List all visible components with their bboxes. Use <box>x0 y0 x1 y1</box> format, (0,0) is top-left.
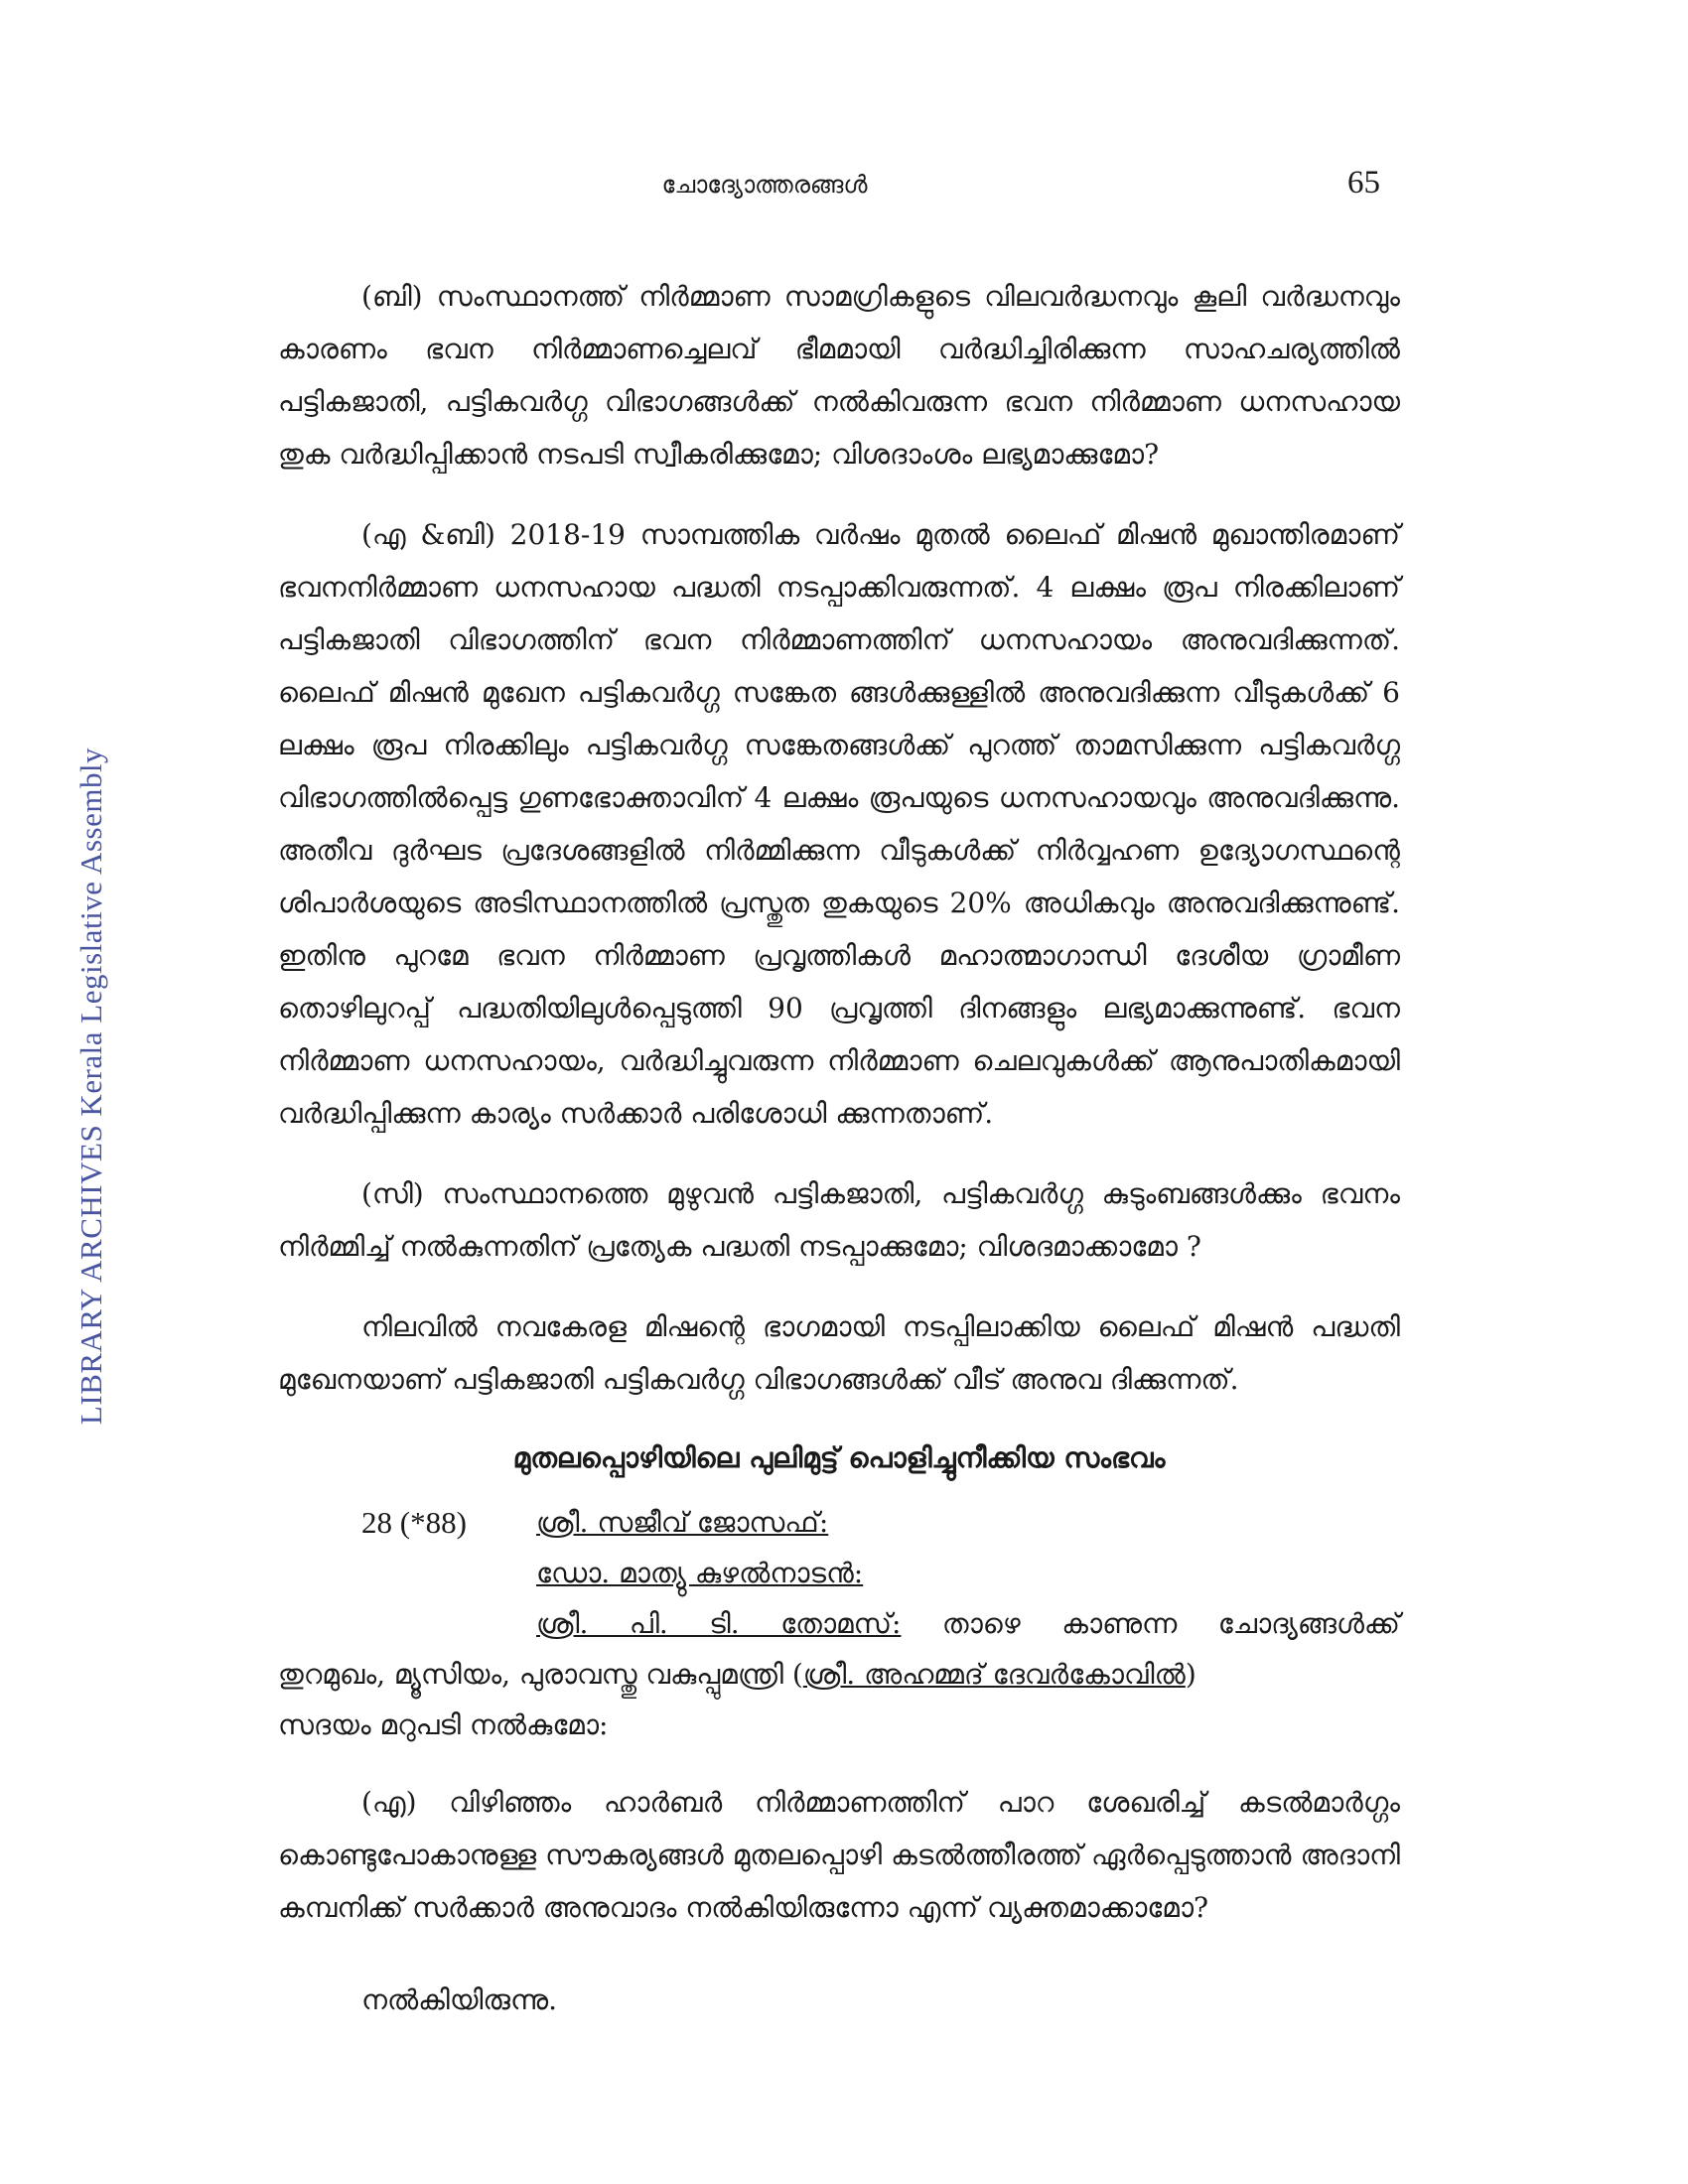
question-ministry <box>278 1649 1400 1750</box>
question-line-1 <box>278 1497 1400 1548</box>
member-name-3: ശ്രീ. പി. ടി. തോമസ്: <box>536 1607 902 1640</box>
question-number: 28 (*88) <box>361 1505 467 1540</box>
paragraph-question-c: (സി) സംസ്ഥാനത്തെ മുഴുവൻ പട്ടികജാതി, പട്ടികവർഗ്ഗ കുടുംബങ്ങൾക്കും ഭവനം നിർമ്മിച്ച് നൽകുന്നതിന് പ്രത്യേക പദ്ധതി നടപ്പാക്കുമോ; വിശദമാക്കാമോ ? <box>278 1177 1400 1263</box>
question-block <box>278 1497 1400 1750</box>
ministry-text: തുറമുഖം, മ്യൂസിയം, പുരാവസ്തു വകുപ്പുമന്ത്രി ( <box>278 1658 803 1691</box>
closing-paren: ) <box>1185 1658 1196 1691</box>
running-title: ചോദ്യോത്തരങ്ങൾ <box>661 171 868 199</box>
question-intro: താഴെ കാണുന്ന ചോദ്യങ്ങൾക്ക് <box>901 1607 1400 1640</box>
section-heading: മുതലപ്പൊഴിയിലെ പുലിമുട്ട് പൊളിച്ചുനീക്കിയ സംഭവം <box>512 1441 1166 1474</box>
paragraph-answer-a-b: (എ &ബി) 2018-19 സാമ്പത്തിക വർഷം മുതൽ ലൈഫ് മിഷൻ മുഖാന്തിരമാണ് ഭവനനിർമ്മാണ ധനസഹായ പദ്ധതി നടപ്പാക്കിവരുന്നത്. 4 ലക്ഷം രൂപ നിരക്കിലാണ് പട്ടികജാതി വിഭാഗത്തിന് ഭവന നിർമ്മാണത്തിന് ധനസഹായം അനുവദിക്കുന്നത്. ലൈഫ് മിഷൻ മുഖേന പട്ടികവർഗ്ഗ സങ്കേത ങ്ങൾക്കുള്ളിൽ അനുവദിക്കുന്ന വീടുകൾക്ക് 6 ലക്ഷം രൂപ നിരക്കിലും പട്ടികവർഗ്ഗ സങ്കേതങ്ങൾക്ക് പുറത്ത് താമസിക്കുന്ന പട്ടികവർഗ്ഗ വിഭാഗത്തിൽപ്പെട്ട ഗുണഭോക്താവിന് 4 ലക്ഷം രൂപയുടെ ധനസഹായവും അനുവദിക്കുന്നു. അതീവ ദുർഘട പ്രദേശങ്ങളിൽ നിർമ്മിക്കുന്ന വീടുകൾക്ക് നിർവ്വഹണ ഉദ്യോഗസ്ഥന്റെ ശിപാർശയുടെ അടിസ്ഥാനത്തിൽ പ്രസ്തുത തുകയുടെ 20% അധികവും അനുവദിക്കുന്നുണ്ട്. ഇതിനു പുറമേ ഭവന നിർമ്മാണ പ്രവൃത്തികൾ മഹാത്മാഗാന്ധി ദേശീയ ഗ്രാമീണ തൊഴിലുറപ്പ് പദ്ധതിയിലുൾപ്പെടുത്തി 90 പ്രവൃത്തി ദിനങ്ങളും ലഭ്യമാക്കുന്നുണ്ട്. ഭവന നിർമ്മാണ ധനസഹായം, വർദ്ധിച്ചുവരുന്ന നിർമ്മാണ ചെലവുകൾക്ക് ആനുപാതികമായി വർദ്ധിപ്പിക്കുന്ന കാര്യം സർക്കാർ പരിശോധി ക്കുന്നതാണ്. <box>278 518 1400 1130</box>
page-number: 65 <box>1347 165 1380 201</box>
archive-watermark: LIBRARY ARCHIVES Kerala Legislative Assembly <box>73 747 108 1426</box>
paragraph-sub-question-a: (എ) വിഴിഞ്ഞം ഹാർബർ നിർമ്മാണത്തിന് പാറ ശേഖരിച്ച് കടൽമാർഗ്ഗം കൊണ്ടുപോകാനുള്ള സൗകര്യങ്ങൾ മുതലപ്പൊഴി കടൽത്തീരത്ത് ഏർപ്പെടുത്താൻ അദാനി കമ്പനിക്ക് സർക്കാർ അനുവാദം നൽകിയിരുന്നോ എന്ന് വ്യക്തമാക്കാമോ? <box>278 1786 1400 1924</box>
page-content <box>278 270 1400 2026</box>
minister-name: ശ്രീ. അഹമ്മദ് ദേവർകോവിൽ <box>802 1658 1186 1691</box>
member-name-1: ശ്രീ. സജീവ് ജോസഫ്: <box>536 1506 829 1539</box>
question-line-2 <box>278 1548 1400 1598</box>
paragraph-answer-c: നിലവിൽ നവകേരള മിഷന്റെ ഭാഗമായി നടപ്പിലാക്കിയ ലൈഫ് മിഷൻ പദ്ധതി മുഖേനയാണ് പട്ടികജാതി പട്ടികവർഗ്ഗ വിഭാഗങ്ങൾക്ക് വീട് അനുവ ദിക്കുന്നത്. <box>278 1310 1400 1396</box>
member-name-2: ഡോ. മാത്യു കുഴൽനാടൻ: <box>536 1557 864 1589</box>
paragraph-question-b: (ബി) സംസ്ഥാനത്ത് നിർമ്മാണ സാമഗ്രികളുടെ വിലവർദ്ധനവും കൂലി വർദ്ധനവും കാരണം ഭവന നിർമ്മാണച്ചെലവ് ഭീമമായി വർദ്ധിച്ചിരിക്കുന്ന സാഹചര്യത്തിൽ പട്ടികജാതി, പട്ടികവർഗ്ഗ വിഭാഗങ്ങൾക്ക് നൽകിവരുന്ന ഭവന നിർമ്മാണ ധനസഹായ തുക വർദ്ധിപ്പിക്കാൻ നടപടി സ്വീകരിക്കുമോ; വിശദാംശം ലഭ്യമാക്കുമോ? <box>278 280 1400 471</box>
answer-sub-question-a: നൽകിയിരുന്നു. <box>361 1983 557 2016</box>
question-line-3 <box>278 1598 1400 1649</box>
question-request: സദയം മറുപടി നൽകുമോ: <box>278 1708 609 1741</box>
